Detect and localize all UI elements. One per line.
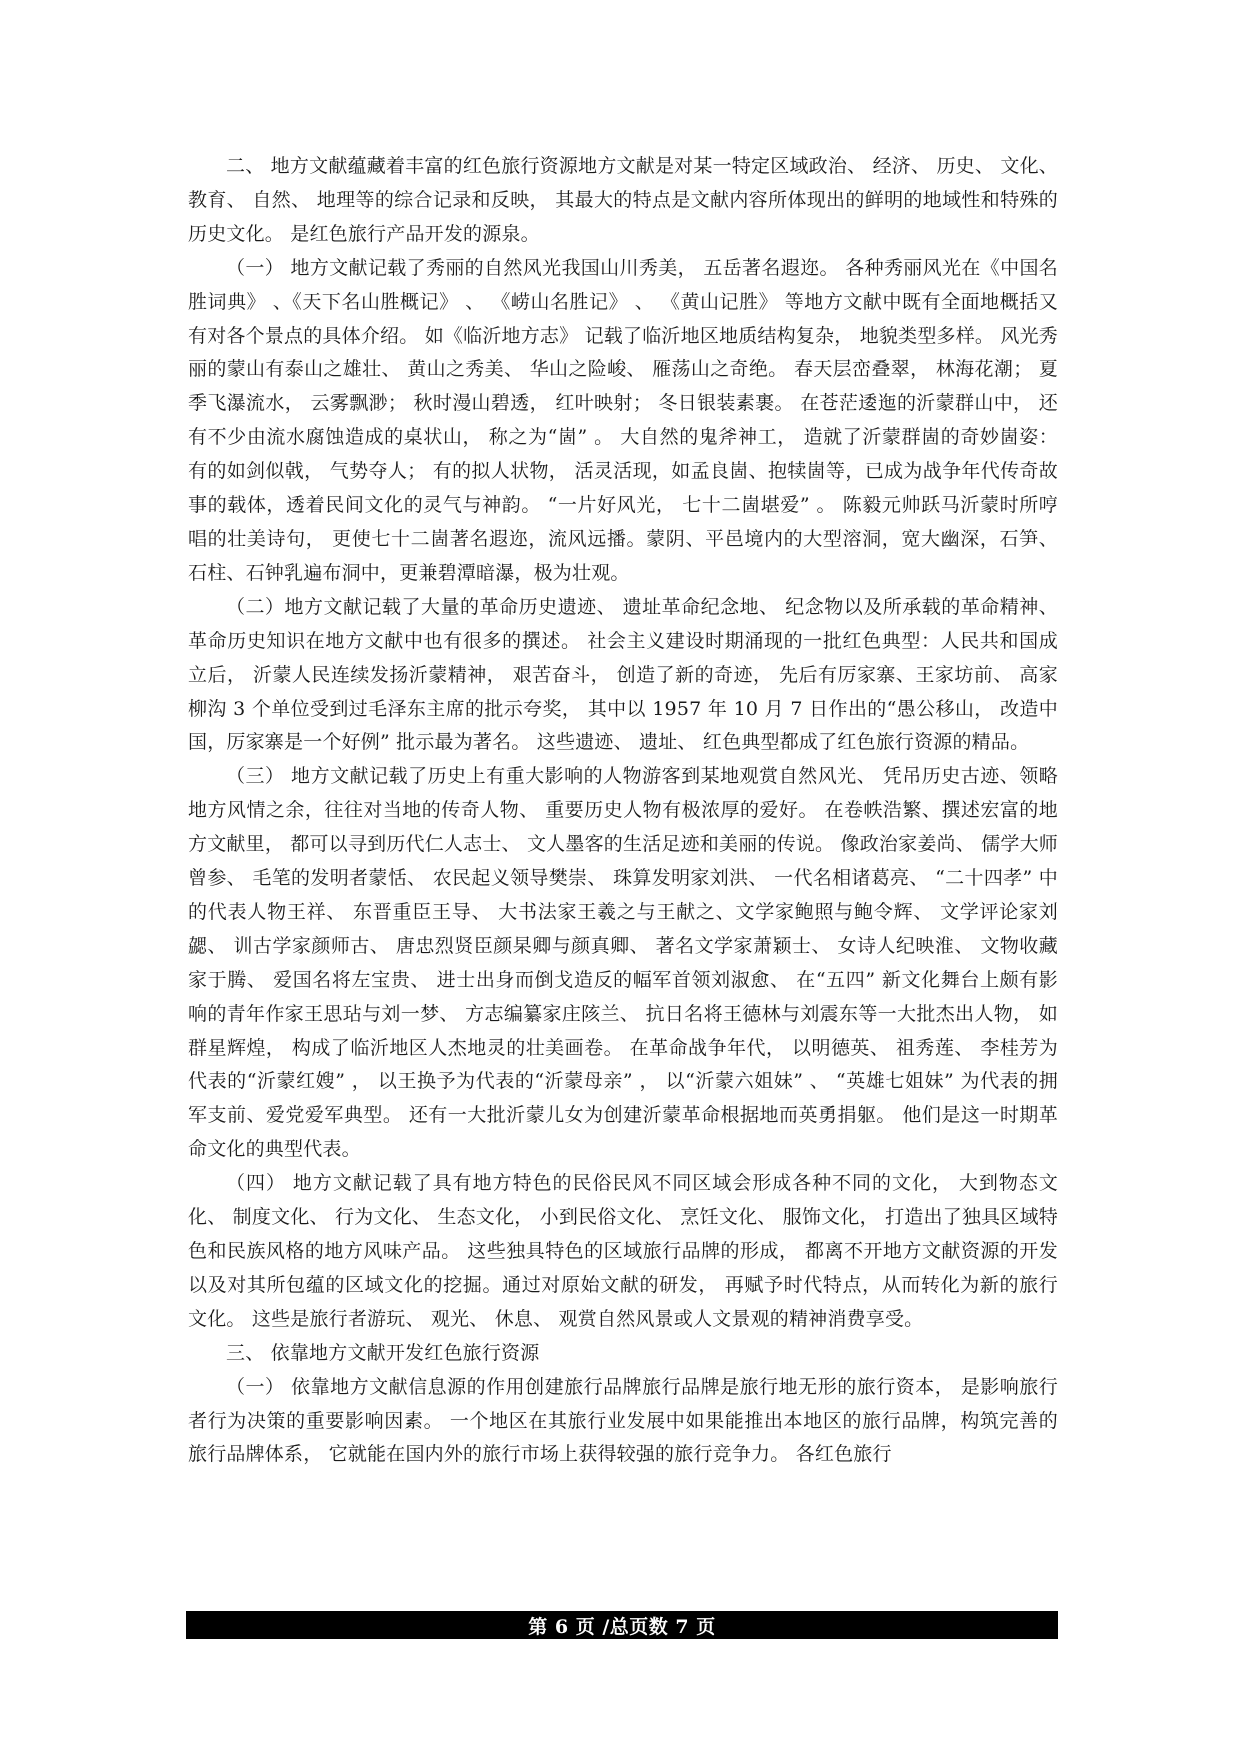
page-number-label: 第 6 页 /总页数 7 页 — [528, 1615, 716, 1638]
section-three-heading: 三、 依靠地方文献开发红色旅行资源 — [226, 1341, 540, 1364]
paragraph-natural-scenery: （一） 地方文献记载了秀丽的自然风光我国山川秀美， 五岳著名遐迩。 各种秀丽风光在《中国名胜词典》 、《天下名山胜概记》 、 《崂山名胜记》 、 《黄山记胜》 等地方文献中既有全面地概括又有对各个景点的具体介绍。 如《临沂地方志》 记载了临沂地区地质结构复杂， 地貌类型多样。 风光秀丽的蒙山有泰山之雄壮、 黄山之秀美、 华山之险峻、 雁荡山之奇绝。 春天层峦叠翠， 林海花潮； 夏季飞瀑流水， 云雾飘渺； 秋时漫山碧透， 红叶映射； 冬日银装素裹。 在苍茫逶迤的沂蒙群山中， 还有不少由流水腐蚀造成的桌状山， 称之为“崮” 。 大自然的鬼斧神工， 造就了沂蒙群崮的奇妙崮姿： 有的如剑似戟， 气势夺人； 有的拟人状物， 活灵活现，如孟良崮、抱犊崮等，已成为战争年代传奇故事的载体，透着民间文化的灵气与神韵。 “一片好风光， 七十二崮堪爱” 。 陈毅元帅跃马沂蒙时所哼唱的壮美诗句， 更使七十二崮著名遐迩，流风远播。蒙阴、平邑境内的大型溶洞，宽大幽深，石笋、石柱、石钟乳遍布洞中，更兼碧潭暗瀑，极为壮观。 — [188, 256, 1058, 584]
document-body — [188, 150, 1058, 1472]
paragraph-revolutionary-sites: （二）地方文献记载了大量的革命历史遗迹、 遗址革命纪念地、 纪念物以及所承载的革命精神、 革命历史知识在地方文献中也有很多的撰述。 社会主义建设时期涌现的一批红色典型：人民共和国成立后， 沂蒙人民连续发扬沂蒙精神， 艰苦奋斗， 创造了新的奇迹， 先后有厉家寨、王家坊前、 高家柳沟 3 个单位受到过毛泽东主席的批示夸奖， 其中以 1957 年 10 月 7 日作出的“愚公移山， 改造中国，厉家寨是一个好例” 批示最为著名。 这些遗迹、 遗址、 红色典型都成了红色旅行资源的精品。 — [188, 595, 1058, 754]
paragraph-folk-customs: （四） 地方文献记载了具有地方特色的民俗民风不同区域会形成各种不同的文化， 大到物态文化、 制度文化、 行为文化、 生态文化， 小到民俗文化、 烹饪文化、 服饰文化， 打造出了独具区域特色和民族风格的地方风味产品。 这些独具特色的区域旅行品牌的形成， 都离不开地方文献资源的开发以及对其所包蕴的区域文化的挖掘。通过对原始文献的研发， 再赋予时代特点，从而转化为新的旅行文化。 这些是旅行者游玩、 观光、 休息、 观赏自然风景或人文景观的精神消费享受。 — [188, 1172, 1058, 1330]
paragraph-section-two-intro: 二、 地方文献蕴藏着丰富的红色旅行资源地方文献是对某一特定区域政治、 经济、 历史、 文化、 教育、 自然、 地理等的综合记录和反映， 其最大的特点是文献内容所体现出的鲜明的地域性和特殊的历史文化。 是红色旅行产品开发的源泉。 — [188, 155, 1058, 245]
paragraph-historical-figures: （三） 地方文献记载了历史上有重大影响的人物游客到某地观赏自然风光、 凭吊历史古迹、领略地方风情之余，往往对当地的传奇人物、 重要历史人物有极浓厚的爱好。 在卷帙浩繁、撰述宏富的地方文献里， 都可以寻到历代仁人志士、 文人墨客的生活足迹和美丽的传说。 像政治家姜尚、 儒学大师曾参、 毛笔的发明者蒙恬、 农民起义领导樊崇、 珠算发明家刘洪、 一代名相诸葛亮、 “二十四孝” 中的代表人物王祥、 东晋重臣王导、 大书法家王羲之与王献之、文学家鲍照与鲍令辉、 文学评论家刘勰、 训古学家颜师古、 唐忠烈贤臣颜杲卿与颜真卿、 著名文学家萧颖士、 女诗人纪映淮、 文物收藏家于腾、 爱国名将左宝贵、 进士出身而倒戈造反的幅军首领刘淑愈、 在“五四” 新文化舞台上颇有影响的青年作家王思玷与刘一梦、 方志编纂家庄陔兰、 抗日名将王德林与刘震东等一大批杰出人物， 如群星辉煌， 构成了临沂地区人杰地灵的壮美画卷。 在革命战争年代， 以明德英、 祖秀莲、 李桂芳为代表的“沂蒙红嫂” ， 以王换予为代表的“沂蒙母亲” ， 以“沂蒙六姐妹” 、 “英雄七姐妹” 为代表的拥军支前、爱党爱军典型。 还有一大批沂蒙儿女为创建沂蒙革命根据地而英勇捐躯。 他们是这一时期革命文化的典型代表。 — [188, 765, 1058, 1161]
paragraph-tourism-brand: （一） 依靠地方文献信息源的作用创建旅行品牌旅行品牌是旅行地无形的旅行资本， 是影响旅行者行为决策的重要影响因素。 一个地区在其旅行业发展中如果能推出本地区的旅行品牌，构筑完善的旅行品牌体系， 它就能在国内外的旅行市场上获得较强的旅行竞争力。 各红色旅行 — [188, 1375, 1058, 1466]
page-footer — [186, 1611, 1058, 1639]
